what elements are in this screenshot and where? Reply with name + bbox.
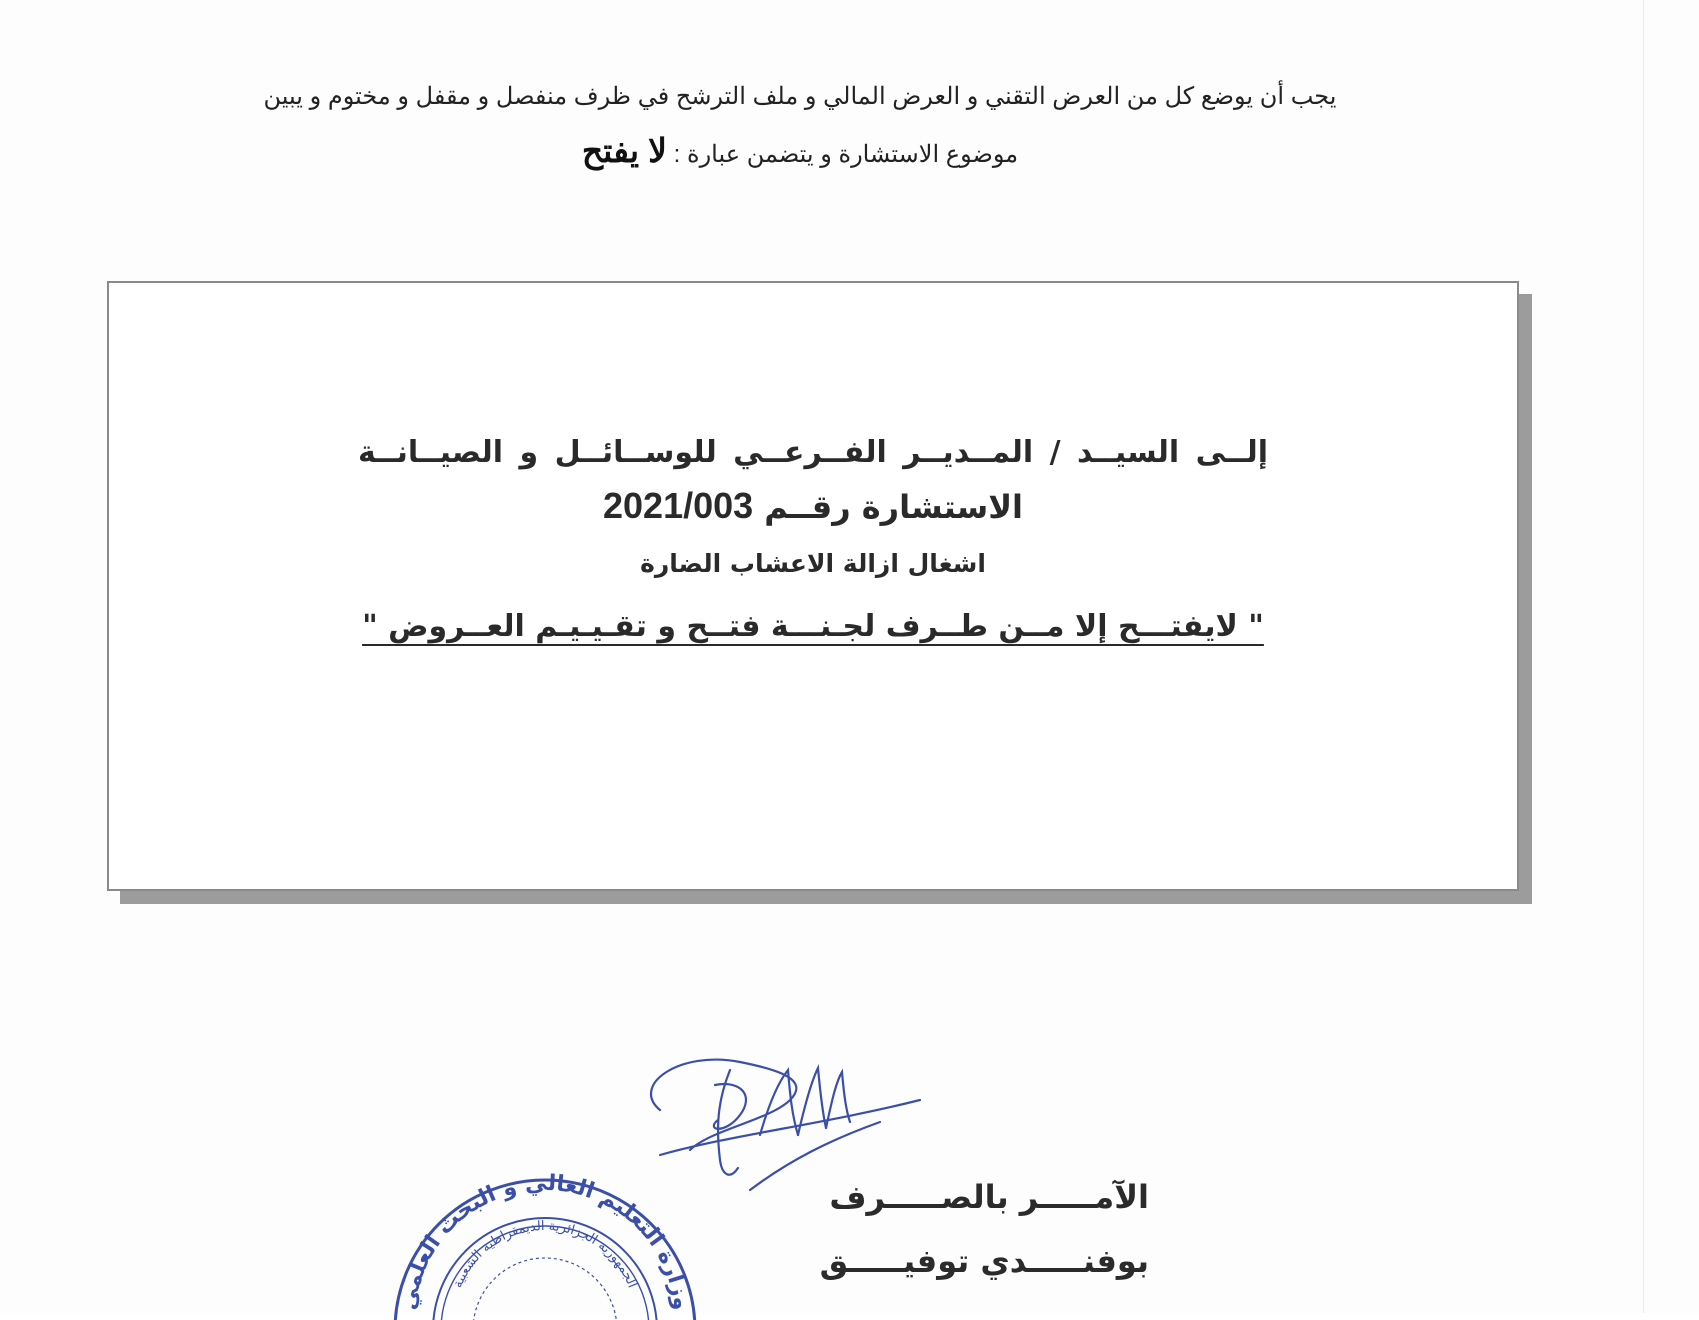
signatory-title: الآمـــــر بالصـــــرف bbox=[829, 1178, 1149, 1216]
signatory-name: بوفنـــــدي توفيـــــق bbox=[819, 1242, 1149, 1280]
instructions-paragraph bbox=[180, 70, 1420, 182]
instructions-line-2-prefix: موضوع الاستشارة و يتضمن عبارة : bbox=[673, 141, 1019, 168]
do-not-open-phrase: لا يفتح bbox=[581, 132, 667, 169]
envelope-label-box bbox=[107, 281, 1519, 891]
opening-notice: " لايفتـــح إلا مــن طــرف لجـنـــة فتــح و تقـيـيـم العــروض " bbox=[362, 609, 1264, 644]
consultation-label: الاستشارة رقــم bbox=[764, 488, 1023, 526]
page-edge bbox=[1643, 0, 1644, 1313]
stamp-inner-text: الجمهورية الجزائرية الديمقراطية الشعبية bbox=[450, 1218, 640, 1291]
consultation-number: 2021/003 bbox=[603, 485, 754, 526]
consultation-line bbox=[109, 478, 1517, 535]
instructions-line-1: يجب أن يوضع كل من العرض التقني و العرض المالي و ملف الترشح في ظرف منفصل و مقفل و مختوم و يبين bbox=[263, 83, 1337, 110]
signatory-block bbox=[820, 1165, 1149, 1293]
svg-text:الجمهورية الجزائرية الديمقراطي bbox=[450, 1219, 639, 1290]
official-stamp bbox=[385, 1170, 705, 1320]
stamp-outer-text: وزارة التعليم العالي و البحث العلمي bbox=[396, 1170, 694, 1312]
envelope-label-content bbox=[109, 428, 1517, 659]
works-title: اشغال ازالة الاعشاب الضارة bbox=[640, 549, 986, 578]
addressee-line: إلــى السيــد / المــديــر الفــرعــي للوســائــل و الصيــانــة bbox=[357, 435, 1269, 470]
instructions-line-2 bbox=[180, 124, 1420, 182]
